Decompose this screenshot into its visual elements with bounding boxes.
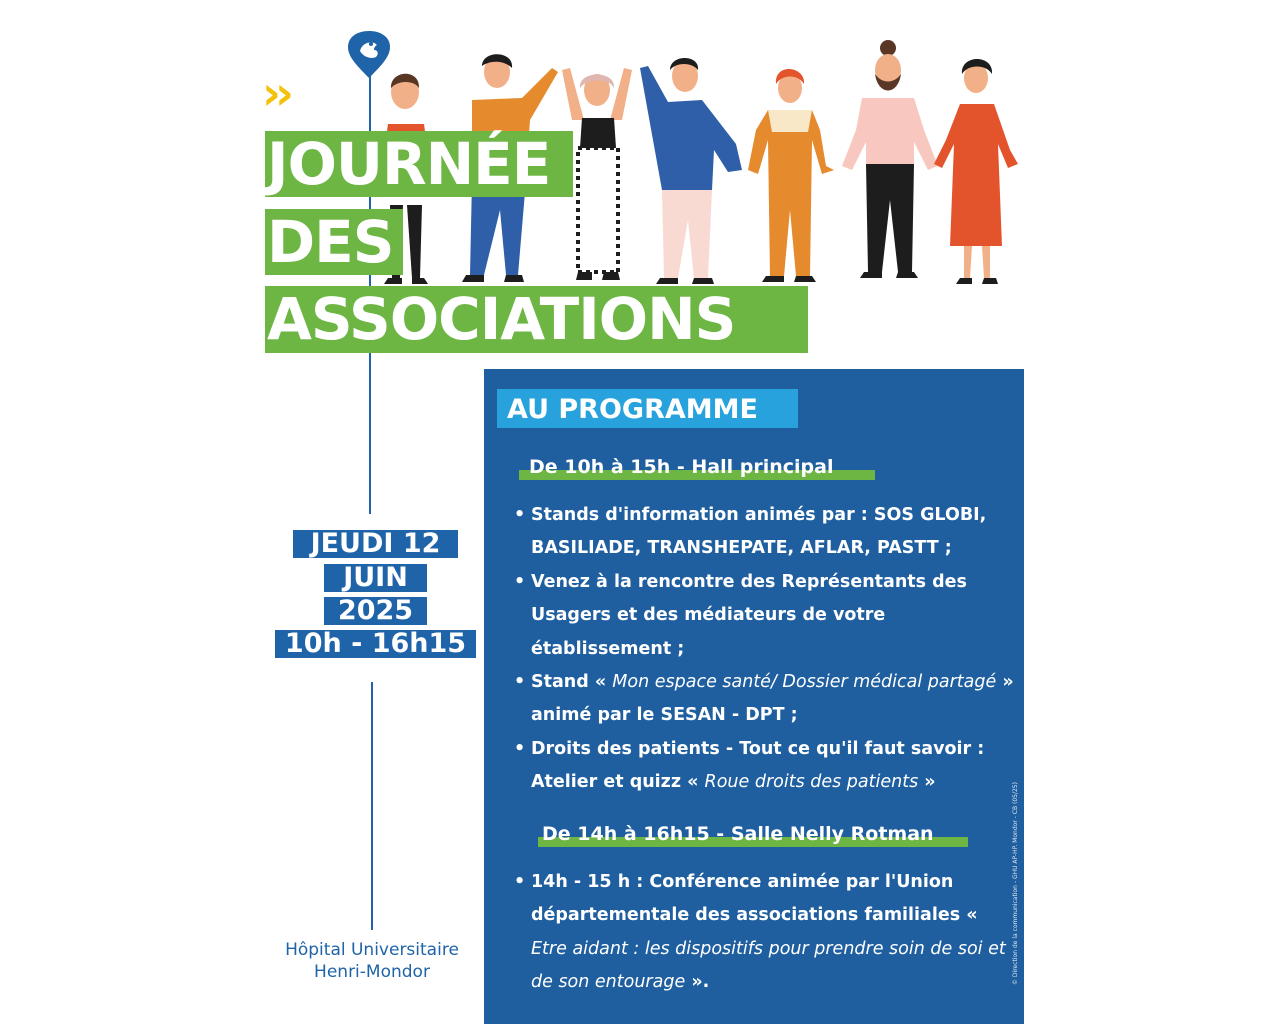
program-item-italic: Etre aidant : les dispositifs pour prendre soin de soi et de son entourage: [531, 938, 1006, 993]
title-line-1: JOURNÉE: [265, 131, 573, 197]
event-month: JUIN: [324, 564, 427, 592]
program-item-text-end: ».: [685, 972, 710, 993]
title-line-3: ASSOCIATIONS: [265, 286, 808, 353]
program-item: [514, 866, 1014, 1000]
program-item-italic: Roue droits des patients: [704, 772, 919, 793]
hospital-name: [262, 939, 482, 983]
program-title: AU PROGRAMME: [497, 389, 798, 428]
time-slot-morning: [519, 456, 875, 482]
program-item-text: Stands d'information animés par : SOS GLOBI, BASILIADE, TRANSHEPATE, AFLAR, PASTT ;: [531, 505, 987, 559]
program-item-text: Droits des patients - Tout ce qu'il faut savoir : Atelier et quizz «: [531, 738, 985, 793]
time-slot-afternoon: [538, 823, 968, 849]
program-item-italic: Mon espace santé/ Dossier médical partagé: [612, 672, 997, 693]
event-day: JEUDI 12: [293, 530, 458, 558]
chevron-decoration-top: ››: [262, 66, 288, 120]
timeline-line-bottom: [371, 682, 373, 930]
time-slot-afternoon-label: De 14h à 16h15 - Salle Nelly Rotman: [542, 823, 934, 845]
hospital-name-line-2: Henri-Mondor: [314, 962, 430, 982]
time-slot-morning-label: De 10h à 15h - Hall principal: [529, 456, 834, 478]
event-year: 2025: [324, 597, 427, 625]
afternoon-program-list: [514, 866, 1014, 1000]
title-line-2: DES: [265, 209, 403, 275]
program-item-text-end: »: [918, 772, 936, 793]
program-item-text: Venez à la rencontre des Représentants des Usagers et des médiateurs de votre établissement ;: [531, 571, 967, 659]
program-item: [514, 666, 1014, 733]
hospital-name-line-1: Hôpital Universitaire: [285, 940, 459, 960]
program-item-text: Stand «: [531, 672, 613, 693]
program-item-text-end: » animé par le SESAN - DPT ;: [531, 672, 1014, 726]
credit-text: © Direction de la communication - GHU AP-HP. Mondor - CB (05/25): [1012, 782, 1019, 985]
program-item: [514, 733, 1014, 800]
program-item: [514, 566, 1014, 666]
morning-program-list: [514, 499, 1014, 800]
event-hours: 10h - 16h15: [275, 630, 476, 658]
program-item-text: 14h - 15 h : Conférence animée par l'Union départementale des associations familiales «: [531, 872, 978, 926]
program-item: [514, 499, 1014, 566]
